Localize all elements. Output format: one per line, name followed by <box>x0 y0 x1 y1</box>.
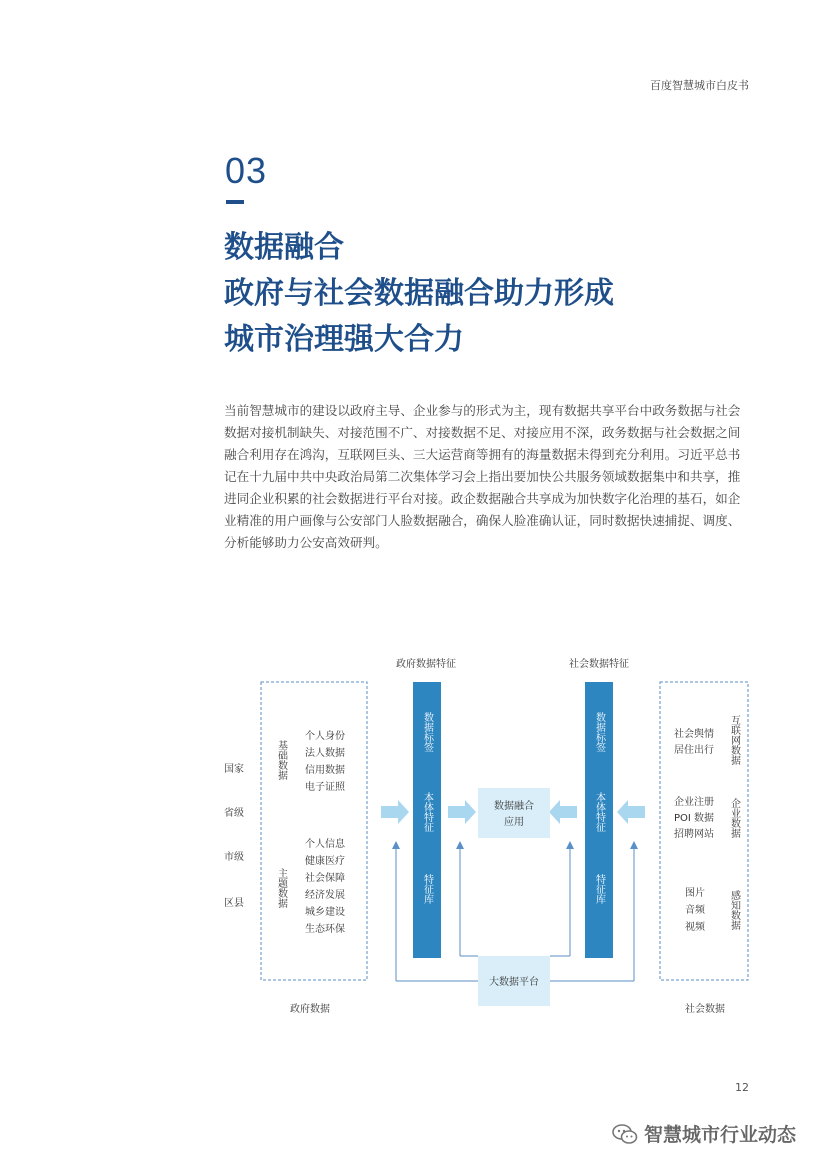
column-label: 本体特征 <box>421 792 433 832</box>
column-label: 数据标签 <box>593 712 605 752</box>
body-line: 数据对接机制缺失、对接范围不广、对接数据不足、对接应用不深，政务数据与社会数据之间 <box>224 425 741 440</box>
social-feature-label: 社会数据特征 <box>569 659 629 670</box>
section-title-line-2: 政府与社会数据融合助力形成 <box>224 276 614 311</box>
social-data-label: 社会数据 <box>685 1004 725 1015</box>
social-group-enterprise <box>674 795 741 840</box>
gov-data-box <box>261 682 367 980</box>
gov-item: 社会保障 <box>305 873 345 884</box>
center-box-line: 数据融合 <box>494 801 534 812</box>
wechat-icon <box>612 1123 638 1145</box>
body-line: 分析能够助力公安高效研判。 <box>224 535 388 550</box>
body-line: 记在十九届中共中央政治局第二次集体学习会上指出要加快公共服务领域数据集中和共享，推 <box>224 469 741 484</box>
gov-item: 生态环保 <box>305 924 345 935</box>
gov-item: 信用数据 <box>305 765 345 776</box>
arrow-right-icon <box>448 800 476 824</box>
gov-group-label: 主题数据 <box>275 868 287 908</box>
arrow-left-icon <box>617 800 645 824</box>
level-label: 区县 <box>224 898 244 909</box>
center-box-line: 应用 <box>504 817 524 828</box>
column-label: 数据标签 <box>421 712 433 752</box>
gov-group-theme <box>276 837 346 935</box>
gov-item: 健康医疗 <box>305 856 345 867</box>
social-item: 社会舆情 <box>674 729 714 740</box>
social-item: 企业注册 <box>674 797 714 808</box>
watermark-text: 智慧城市行业动态 <box>644 1124 797 1146</box>
gov-item: 城乡建设 <box>305 907 345 918</box>
social-item: 图片 <box>685 888 705 899</box>
arrow-left-icon <box>549 800 577 824</box>
page-number: 12 <box>735 1081 749 1094</box>
social-group-internet <box>674 715 741 766</box>
social-group-label: 互联网数据 <box>728 715 740 765</box>
gov-data-label: 政府数据 <box>290 1004 330 1015</box>
body-line: 融合利用存在鸿沟，互联网巨头、三大运营商等拥有的海量数据未得到充分利用。习近平总书 <box>224 447 741 462</box>
gov-item: 个人信息 <box>305 839 345 850</box>
gov-group-basic <box>276 729 346 793</box>
column-label: 特征库 <box>421 874 433 904</box>
body-line: 当前智慧城市的建设以政府主导、企业参与的形式为主，现有数据共享平台中政务数据与社会 <box>224 403 741 418</box>
section-title-line-1: 数据融合 <box>224 230 344 265</box>
section-title-line-3: 城市治理强大合力 <box>224 322 464 357</box>
body-paragraph <box>224 400 754 554</box>
gov-item: 经济发展 <box>305 890 345 901</box>
social-group-label: 企业数据 <box>728 798 740 838</box>
watermark <box>612 1120 796 1147</box>
header-title: 百度智慧城市白皮书 <box>650 79 749 92</box>
social-group-sensing <box>685 886 741 933</box>
column-label: 本体特征 <box>593 792 605 832</box>
social-item: POI 数据 <box>674 813 715 824</box>
social-item: 音频 <box>685 905 705 916</box>
section-divider <box>226 200 244 204</box>
gov-item: 电子证照 <box>305 782 345 793</box>
body-line: 业精准的用户画像与公安部门人脸数据融合，确保人脸准确认证，同时数据快速捕捉、调度、 <box>224 513 741 528</box>
section-number: 03 <box>225 150 268 191</box>
fusion-application-box <box>478 788 550 838</box>
level-label: 国家 <box>224 764 244 775</box>
platform-label: 大数据平台 <box>489 977 539 988</box>
gov-feature-label: 政府数据特征 <box>396 659 456 670</box>
level-label: 省级 <box>224 808 244 819</box>
social-item: 居住出行 <box>674 745 714 756</box>
gov-item: 法人数据 <box>305 748 345 759</box>
gov-group-label: 基础数据 <box>275 740 287 780</box>
column-label: 特征库 <box>593 874 605 904</box>
gov-item: 个人身份 <box>305 731 345 742</box>
level-label: 市级 <box>224 852 244 863</box>
arrow-right-icon <box>381 800 409 824</box>
social-item: 视频 <box>685 922 705 933</box>
social-group-label: 感知数据 <box>728 890 740 930</box>
social-item: 招聘网站 <box>674 829 714 840</box>
body-line: 进同企业积累的社会数据进行平台对接。政企数据融合共享成为加快数字化治理的基石，如企 <box>224 491 741 506</box>
data-fusion-diagram <box>0 640 827 1040</box>
